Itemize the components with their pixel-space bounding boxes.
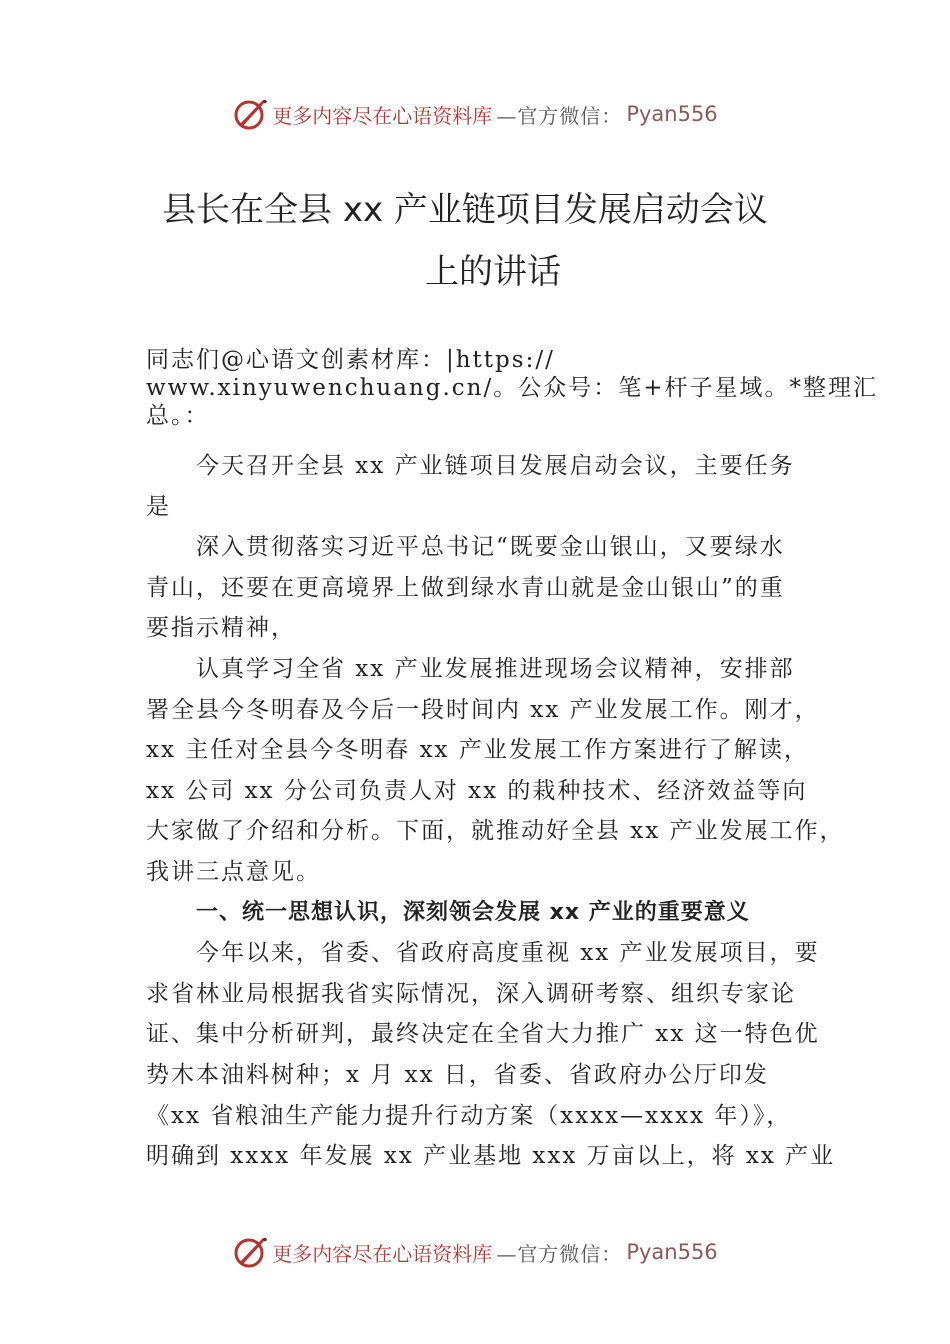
document-title-line-2: 上的讲话 [425,252,561,292]
section-heading: 一、统一思想认识，深刻领会发展 xx 产业的重要意义 [196,899,750,925]
body-line: 青山，还要在更高境界上做到绿水青山就是金山银山”的重 [146,574,785,601]
body-line: 大家做了介绍和分析。下面，就推动好全县 xx 产业发展工作， [146,818,845,845]
banner-wechat-id: Pyan556 [626,1240,718,1264]
footer-watermark-banner [0,1232,950,1272]
quill-logo-icon [232,1234,268,1270]
header-watermark-banner [0,94,950,134]
body-line: 是 [146,493,171,520]
body-line: 求省林业局根据我省实际情况，深入调研考察、组织专家论 [146,980,796,1007]
body-line: 我讲三点意见。 [146,858,321,885]
banner-wechat-id: Pyan556 [626,102,718,126]
body-line: 深入贯彻落实习近平总书记“既要金山银山，又要绿水 [196,534,785,561]
body-line: 总。： [146,403,210,429]
banner-brand-text: 更多内容尽在心语资料库 [272,103,493,128]
body-line: 今年以来，省委、省政府高度重视 xx 产业发展项目，要 [196,940,820,967]
body-line: 今天召开全县 xx 产业链项目发展启动会议，主要任务 [196,453,795,479]
body-line: 要指示精神， [146,615,296,642]
body-line: xx 主任对全县今冬明春 xx 产业发展工作方案进行了解读， [146,737,809,764]
document-body [146,346,878,1177]
body-line: 势木本油料树种；x 月 xx 日，省委、省政府办公厅印发 [146,1061,769,1088]
body-line: 明确到 xxxx 年发展 xx 产业基地 xxx 万亩以上，将 xx 产业 [146,1143,836,1170]
body-line: xx 公司 xx 分公司负责人对 xx 的栽种技术、经济效益等向 [146,777,808,804]
quill-logo-icon [232,96,268,132]
body-line: www.xinyuwenchuang.cn/。公众号：笔+杆子星域。*整理汇 [146,375,878,401]
body-line: 证、集中分析研判，最终决定在全省大力推广 xx 这一特色优 [146,1021,820,1048]
body-line: 署全县今冬明春及今后一段时间内 xx 产业发展工作。刚才， [146,696,820,723]
body-line: 《xx 省粮油生产能力提升行动方案（xxxx—xxxx 年）》， [146,1102,792,1129]
body-line: 同志们@心语文创素材库：|https:// [146,347,555,373]
body-line: 认真学习全省 xx 产业发展推进现场会议精神，安排部 [196,655,795,682]
banner-brand-text: 更多内容尽在心语资料库 [272,1241,493,1266]
document-title-line-1: 县长在全县 xx 产业链项目发展启动会议 [162,190,768,230]
banner-wechat-label: —官方微信： [496,1241,623,1266]
banner-wechat-label: —官方微信： [496,103,623,128]
